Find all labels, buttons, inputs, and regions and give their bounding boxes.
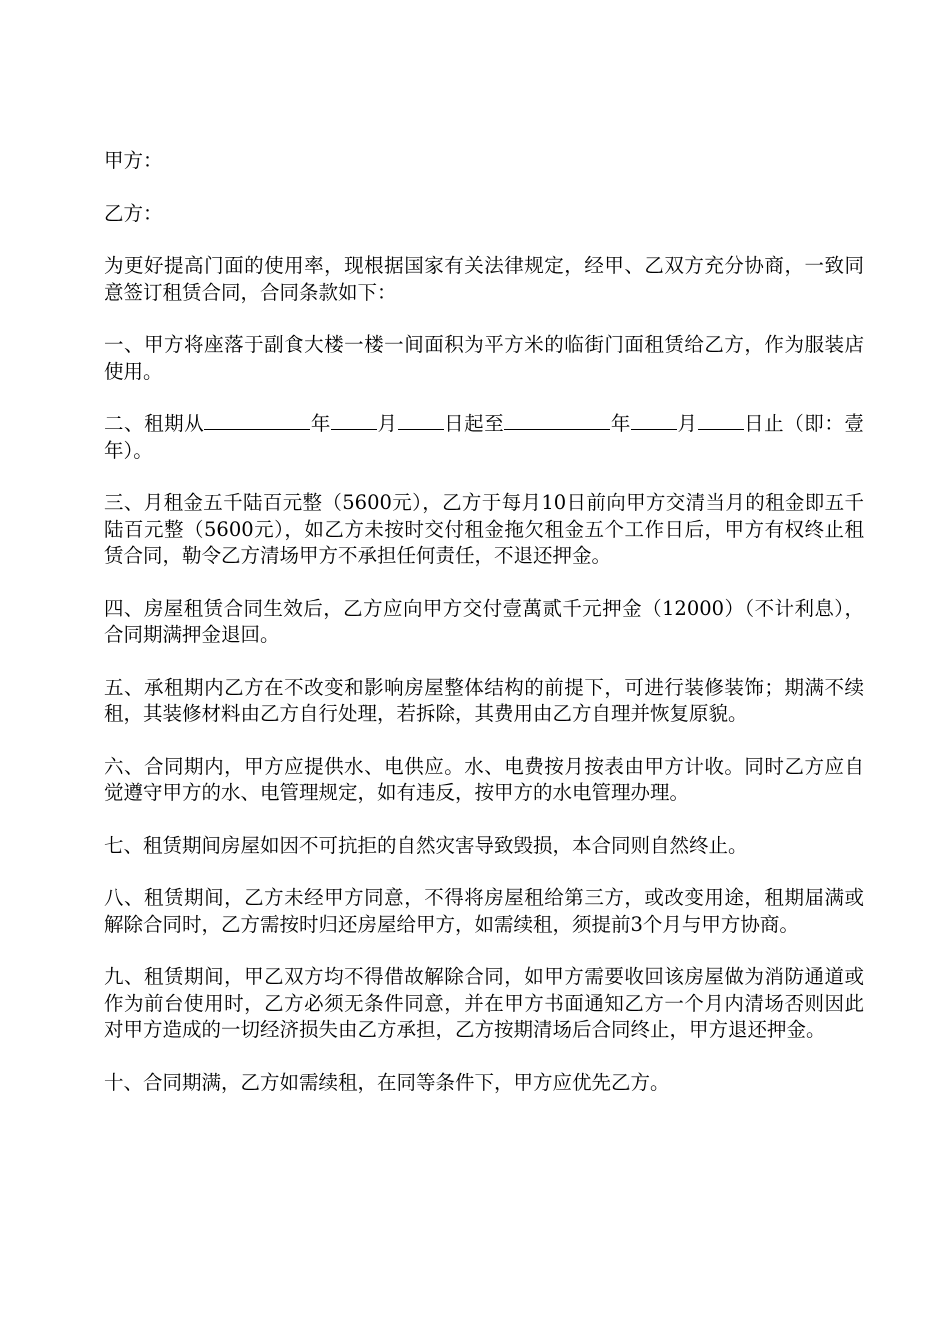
- clause-2-year-2: 年: [610, 412, 631, 435]
- blank-start-day: [398, 411, 444, 430]
- clause-4: 四、房屋租赁合同生效后，乙方应向甲方交付壹萬贰千元押金（12000）（不计利息），合同期满押金退回。: [104, 596, 864, 646]
- clause-8: 八、租赁期间，乙方未经甲方同意，不得将房屋租给第三方，或改变用途，租期届满或解除合同时，乙方需按时归还房屋给甲方，如需续租，须提前3个月与甲方协商。: [104, 886, 864, 936]
- clause-10: 十、合同期满，乙方如需续租，在同等条件下，甲方应优先乙方。: [104, 1070, 670, 1094]
- clause-5: 五、承租期内乙方在不改变和影响房屋整体结构的前提下，可进行装修装饰；期满不续租，其装修材料由乙方自行处理，若拆除，其费用由乙方自理并恢复原貌。: [104, 675, 864, 725]
- party-b-label: 乙方：: [104, 201, 163, 225]
- clause-6: 六、合同期内，甲方应提供水、电供应。水、电费按月按表由甲方计收。同时乙方应自觉遵守甲方的水、电管理规定，如有违反，按甲方的水电管理办理。: [104, 754, 864, 804]
- clause-2-month: 月: [376, 412, 398, 435]
- clause-1: 一、甲方将座落于副食大楼一楼一间面积为平方米的临街门面租赁给乙方，作为服装店使用。: [104, 333, 864, 383]
- clause-2-prefix: 二、租期从: [104, 412, 205, 435]
- blank-end-day: [698, 411, 744, 430]
- clause-3: 三、月租金五千陆百元整（5600元），乙方于每月10日前向甲方交清当月的租金即五千陆百元整（5600元），如乙方未按时交付租金拖欠租金五个工作日后，甲方有权终止租赁合同，勒令乙方清场甲方不承担任何责任，不退还押金。: [104, 491, 864, 567]
- clause-2: [104, 411, 864, 464]
- clause-2-suffix: （即：壹年）。: [104, 412, 864, 462]
- clause-7: 七、租赁期间房屋如因不可抗拒的自然灾害导致毁损，本合同则自然终止。: [104, 833, 748, 857]
- clause-2-month-2: 月: [676, 412, 698, 435]
- party-a-label: 甲方：: [104, 149, 163, 172]
- clause-9: 九、租赁期间，甲乙双方均不得借故解除合同，如甲方需要收回该房屋做为消防通道或作为前台使用时，乙方必须无条件同意，并在甲方书面通知乙方一个月内清场否则因此对甲方造成的一切经济损失由乙方承担，乙方按期清场后合同终止，甲方退还押金。: [104, 965, 864, 1041]
- blank-end-month: [631, 411, 677, 430]
- blank-end-year: [504, 411, 610, 430]
- clause-2-day-to: 日止: [743, 412, 785, 435]
- clause-2-year: 年: [310, 412, 331, 435]
- intro-paragraph: 为更好提高门面的使用率，现根据国家有关法律规定，经甲、乙双方充分协商，一致同意签订租赁合同，合同条款如下：: [104, 254, 864, 304]
- contract-body: [104, 148, 864, 1122]
- blank-start-month: [331, 411, 377, 430]
- blank-start-year: [204, 411, 310, 430]
- clause-2-day-from: 日起至: [443, 412, 505, 435]
